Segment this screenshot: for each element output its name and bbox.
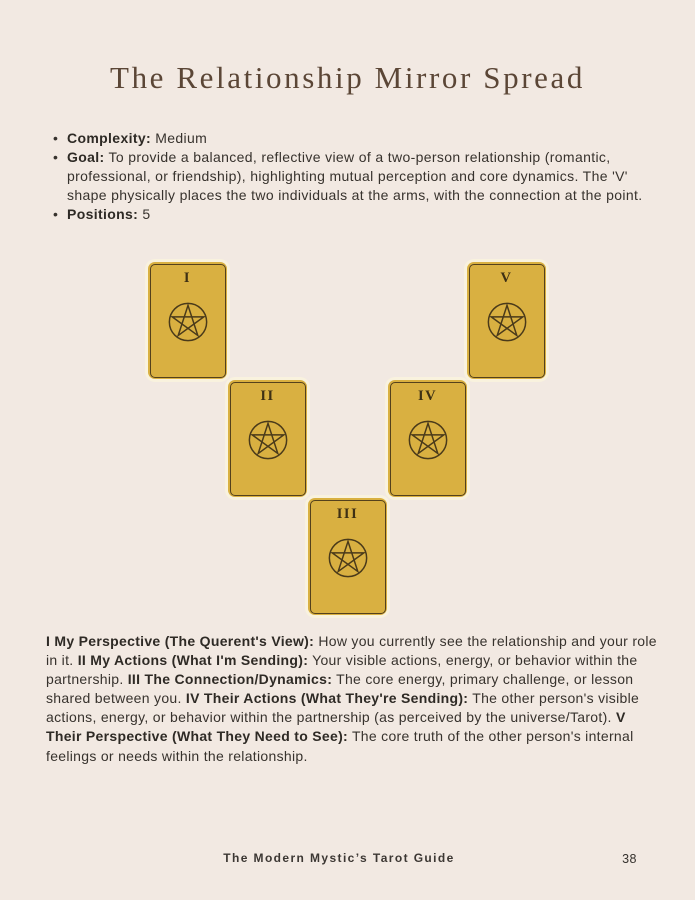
footer-page-number: 38	[622, 852, 637, 866]
position-label: III The Connection/Dynamics:	[127, 671, 333, 688]
card-numeral: III	[336, 506, 359, 522]
tarot-card-5	[467, 262, 546, 379]
position-label: I My Perspective (The Querent's View):	[46, 633, 315, 649]
position-text: The core energy, primary challenge, or lesson shared between you.	[46, 671, 634, 707]
tarot-card-2	[228, 380, 307, 497]
list-item	[67, 129, 667, 148]
position-label: V Their Perspective (What They Need to See):	[46, 709, 626, 745]
tarot-card-3	[308, 498, 387, 615]
pentacle-icon	[167, 301, 209, 343]
card-numeral: II	[260, 388, 275, 404]
list-item	[67, 148, 667, 205]
position-label: IV Their Actions (What They're Sending):	[185, 690, 469, 707]
tarot-card-1	[148, 262, 227, 379]
bullet-text: 5	[142, 206, 151, 222]
pentacle-icon	[327, 537, 369, 579]
position-label: II My Actions (What I'm Sending):	[77, 652, 309, 669]
pentacle-icon	[247, 419, 289, 461]
card-numeral: I	[183, 270, 192, 286]
position-descriptions	[46, 632, 660, 766]
position-text: How you currently see the relationship and your role in it.	[46, 633, 657, 669]
position-text: The other person's visible actions, energy, or behavior within the partnership (as perceived by the universe/Tarot).	[46, 690, 640, 726]
page-footer	[0, 851, 695, 871]
pentacle-icon	[407, 419, 449, 461]
bullet-text: To provide a balanced, reflective view of a two-person relationship (romantic, professional, or friendship), highlighting mutual perception and core dynamics. The 'V' shape physically places the two individuals at the arms, with the connection at the point.	[67, 149, 643, 203]
spread-info-list	[67, 129, 667, 224]
bullet-label: Goal:	[67, 149, 105, 165]
bullet-text: Medium	[155, 130, 208, 146]
page-title: The Relationship Mirror Spread	[110, 60, 585, 95]
bullet-label: Positions:	[67, 206, 139, 222]
card-numeral: IV	[417, 388, 438, 404]
position-text: Your visible actions, energy, or behavior within the partnership.	[46, 652, 638, 688]
position-text: The core truth of the other person's internal feelings or needs within the relationship.	[46, 728, 634, 764]
tarot-card-4	[388, 380, 467, 497]
footer-guide-name: The Modern Mystic’s Tarot Guide	[223, 851, 455, 865]
list-item	[67, 205, 667, 224]
card-numeral: V	[500, 270, 513, 286]
pentacle-icon	[486, 301, 528, 343]
bullet-label: Complexity:	[67, 130, 151, 146]
